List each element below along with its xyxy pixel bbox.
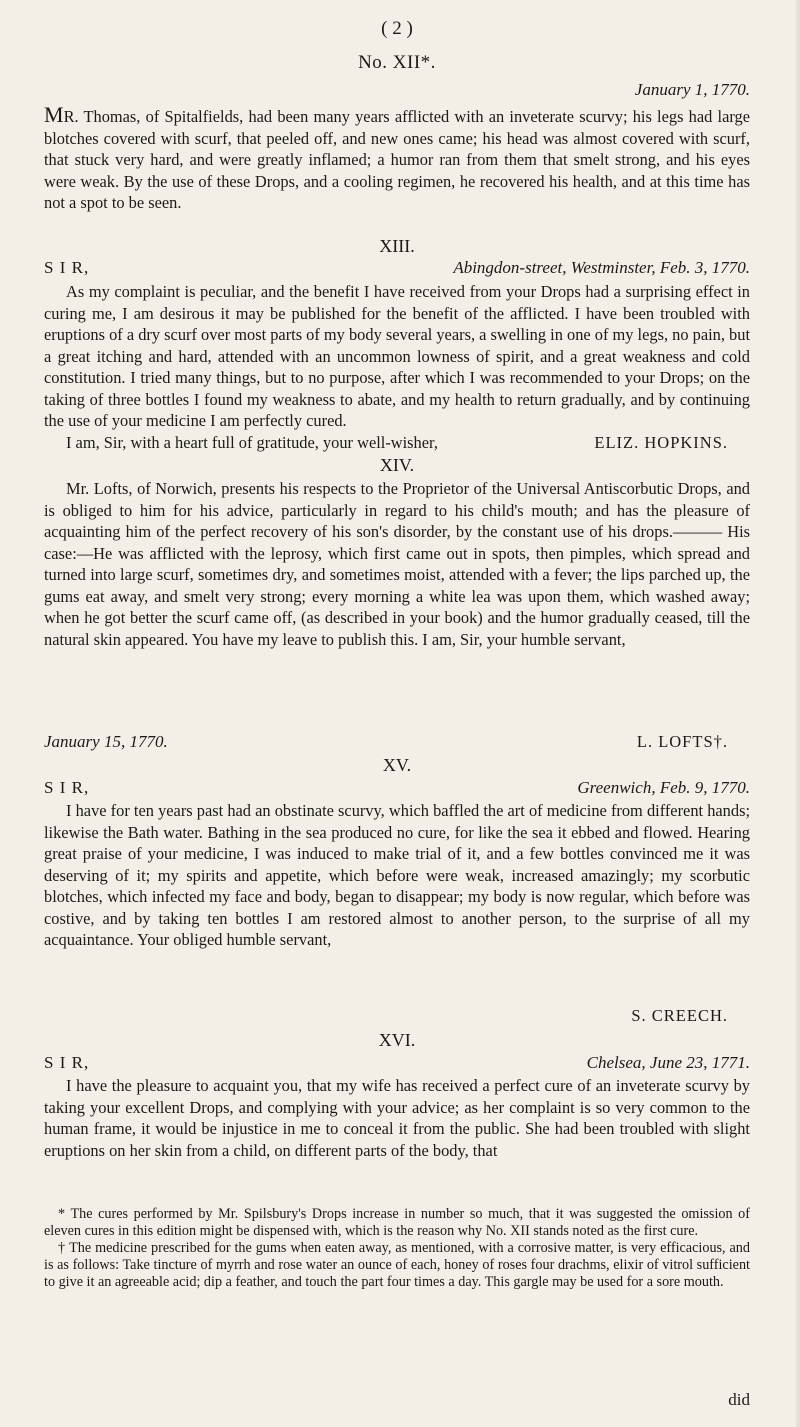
letter-xvi: [44, 1075, 750, 1161]
number-xv: XV.: [382, 755, 412, 775]
place-date-xiii: Abingdon-street, Westminster, Feb. 3, 1770.: [453, 258, 750, 277]
number-xvi: XVI.: [378, 1030, 416, 1050]
page-number: ( 2 ): [381, 18, 413, 39]
place-date-xv: Greenwich, Feb. 9, 1770.: [577, 778, 750, 797]
letter-xiii-text: As my complaint is peculiar, and the benefit I have received from your Drops had a surprising effect in curing me, I am desirous it may be published for the benefit of the afflicted. I have been troubled with eruptions of a dry scurf over most parts of my body several years, a swelling in one of my legs, no pain, but a great itching and hard, attended with an uncommon lowness of spirit, and a great weakness and cold constitution. I tried many things, but to no purpose, after which I was recommended to your Drops; on the taking of three bottles I found my weakness to abate, and my health to return gradually, and by continuing the use of your medicine I am perfectly cured.: [44, 282, 751, 430]
footnote-dagger: † The medicine prescribed for the gums when eaten away, as mentioned, with a corrosive matter, is very efficacious, and is as follows: Take tincture of myrrh and rose water an ounce of each, honey of roses four drachms, elixir of vitrol sufficient to give it an agreeable acid; dip a feather, and touch the part four times a day. This gargle may be used for a sore mouth.: [44, 1240, 750, 1290]
footnotes: [44, 1206, 750, 1291]
date-xiv: January 15, 1770.: [44, 732, 168, 751]
letter-xiv-text: Mr. Lofts, of Norwich, presents his respects to the Proprietor of the Universal Antiscorbutic Drops, and is obliged to him for his advice, particularly in regard to his child's mouth; and has the pleasure of acquainting him of the perfect recovery of his son's disorder, by the constant use of his drops.——— His case:—He was afflicted with the leprosy, which first came out in spots, then pimples, which spread and turned into large scurf, sometimes dry, and sometimes moist, attended with a fever; the lips parched up, the gums eat away, and smelt very strong; every morning a white lea was upon them, which washed away; when he got better the scurf came off, (as described in your book) and the humor gradually ceased, till the natural skin appeared. You have my leave to publish this. I am, Sir, your humble servant,: [44, 479, 750, 649]
letter-xv-text: I have for ten years past had an obstinate scurvy, which baffled the art of medicine from different hands; likewise the Bath water. Bathing in the sea produced no cure, for like the sea it ebbed and flowed. Hearing great praise of your medicine, I was induced to make trial of it, and a few bottles convinced me it was deserving of it; my spirits and appetite, which before were weak, increased amazingly; my scorbutic blotches, which infected my face and body, began to disappear; my body is now regular, which before was costive, and by taking ten bottles I am restored almost to another person, to the surprise of all my acquaintance. Your obliged humble servant,: [44, 801, 750, 949]
letter-xvi-text: I have the pleasure to acquaint you, that my wife has received a perfect cure of an inveterate scurvy by taking your excellent Drops, and complying with your advice; as her complaint is so very common to the human frame, it would be injustice in me to conceal it from the public. She had been troubled with slight eruptions on her skin from a child, on different parts of the body, that: [44, 1076, 750, 1160]
section-header: No. XII*.: [358, 52, 436, 73]
letter-xiv: [44, 478, 750, 650]
salutation-xiii: S I R,: [44, 258, 90, 277]
number-xiii: XIII.: [379, 236, 415, 256]
heading-xv: [44, 778, 750, 800]
salutation-xvi: S I R,: [44, 1053, 90, 1072]
letter-xii-text: R. Thomas, of Spitalfields, had been many years afflicted with an inveterate scurvy; his legs had large blotches covered with scurf, that peeled off, and new ones came; his head was almost covered with scurf, that stuck very hard, and were greatly inflamed; a humor ran from them that smelt strong, and his eyes were weak. By the use of these Drops, and a cooling regimen, he recovered his health, and at this time has not a spot to be seen.: [44, 107, 750, 212]
initial-letter: M: [44, 102, 64, 127]
footnote-star: * The cures performed by Mr. Spilsbury's Drops increase in number so much, that it was suggested the omission of eleven cures in this edition might be dispensed with, which is the reason why No. XII stands noted as the first cure.: [44, 1206, 750, 1239]
signature-xv: S. CREECH.: [631, 1006, 728, 1025]
date-xii: January 1, 1770.: [634, 80, 750, 99]
salutation-xv: S I R,: [44, 778, 90, 797]
catchword: did: [728, 1390, 750, 1409]
letter-xv: [44, 800, 750, 951]
place-date-xvi: Chelsea, June 23, 1771.: [586, 1053, 750, 1072]
page-edge: [796, 0, 800, 1427]
closing-xiii: I am, Sir, with a heart full of gratitude, your well-wisher,: [66, 432, 438, 452]
signature-xiv: L. LOFTS†.: [636, 732, 728, 751]
signature-xiii: ELIZ. HOPKINS.: [594, 433, 728, 452]
book-page: [44, 0, 750, 1427]
heading-xvi: [44, 1053, 750, 1075]
number-xiv: XIV.: [379, 455, 415, 475]
heading-xiii: [44, 258, 750, 280]
letter-xii: [44, 104, 750, 214]
letter-xiii: [44, 281, 750, 453]
